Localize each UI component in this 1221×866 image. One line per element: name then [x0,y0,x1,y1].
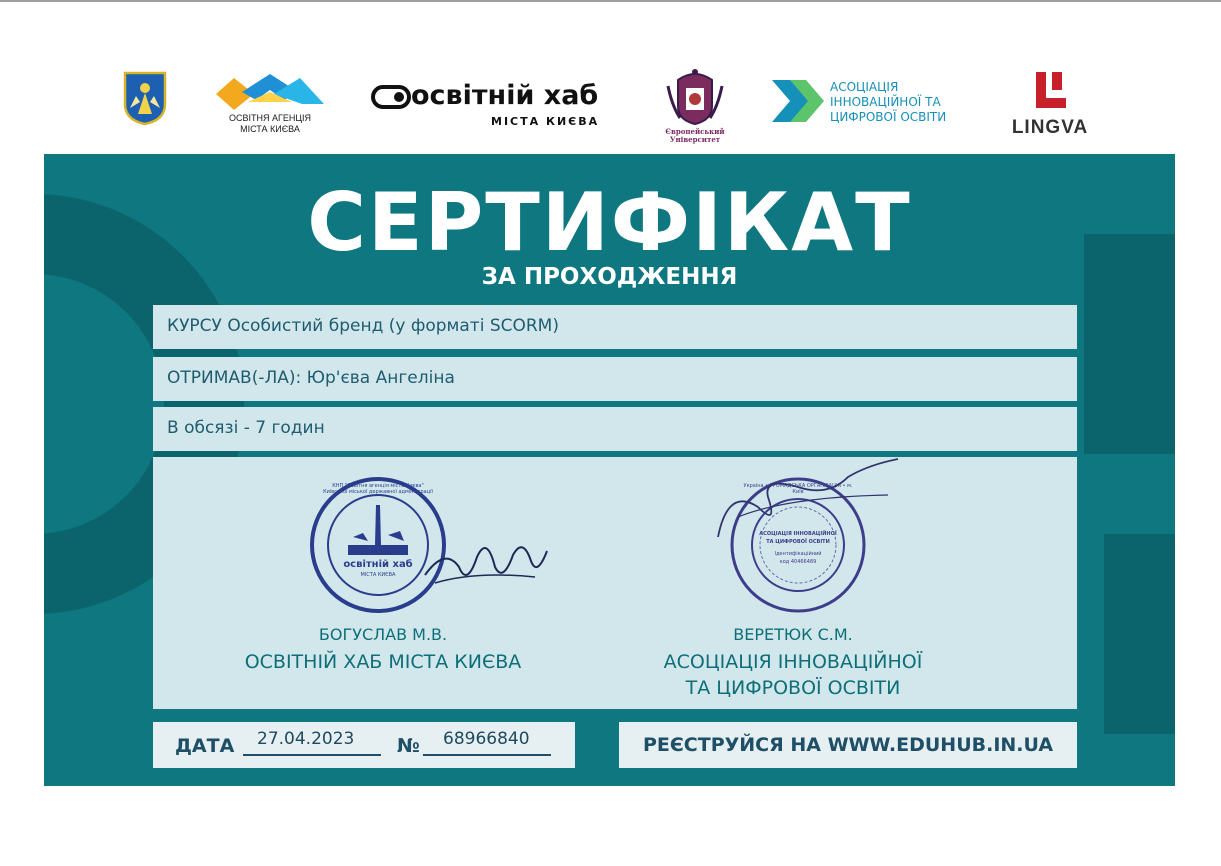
top-border [0,0,1221,2]
right-stamp-center1: АСОЦІАЦІЯ ІННОВАЦІЙНОЇ [759,531,837,537]
kyiv-coat-of-arms-logo [122,70,168,126]
certificate-panel [44,154,1175,786]
agency-logo-line1: ОСВІТНЯ АГЕНЦІЯ [228,113,312,123]
certificate-subtitle: ЗА ПРОХОДЖЕННЯ [481,264,738,290]
right-signature [708,457,908,547]
hub-logo-name: освітній хаб [411,80,599,111]
association-logo [770,78,976,130]
lingva-logo [1006,70,1094,140]
left-signature [415,527,555,597]
hours-text: В обсязі - 7 годин [167,418,325,438]
right-stamp-ring: Україна • ГРОМАДСЬКА ОРГАНІЗАЦІЯ • м. Київ [743,483,853,495]
education-hub-logo [371,80,613,130]
left-stamp-center: освітній хаб [343,559,413,570]
date-label: ДАТА [175,735,235,757]
left-stamp-sub: МІСТА КИЄВА [360,572,396,578]
date-value: 27.04.2023 [257,729,355,749]
university-logo-line1: Європейський [665,127,725,136]
agency-logo-line2: МІСТА КИЄВА [240,124,300,134]
right-stamp-code1: Ідентифікаційний [774,551,822,557]
hub-logo-sub: МІСТА КИЄВА [491,115,600,128]
signatures-box [153,457,1077,709]
recipient-field [153,357,1077,401]
course-field [153,305,1077,349]
left-signer-org: ОСВІТНІЙ ХАБ МІСТА КИЄВА [244,651,522,673]
university-logo-line2: Університет [669,135,721,144]
course-text: КУРСУ Особистий бренд (у форматі SCORM) [167,316,559,336]
right-stamp-code2: код 40466489 [779,559,817,565]
right-signer-name: ВЕРЕТЮК С.М. [733,625,853,644]
right-signer-org-line1: АСОЦІАЦІЯ ІННОВАЦІЙНОЇ [663,651,923,673]
hours-field [153,407,1077,451]
association-logo-line3: ЦИФРОВОЇ ОСВІТИ [830,110,947,124]
certificate-title: СЕРТИФІКАТ [307,176,912,269]
hub-toggle-icon [371,84,411,110]
register-box [619,722,1077,768]
register-text: РЕЄСТРУЙСЯ НА WWW.EDUHUB.IN.UA [642,734,1054,756]
association-logo-line1: АСОЦІАЦІЯ [830,80,899,94]
association-logo-line2: ІННОВАЦІЙНОЇ ТА [830,95,941,109]
date-underline [243,754,381,756]
european-university-logo [664,66,726,144]
right-stamp-center2: ТА ЦИФРОВОЇ ОСВІТИ [766,539,830,545]
right-signer-org-line2: ТА ЦИФРОВОЇ ОСВІТИ [685,677,901,699]
education-agency-logo [214,72,326,136]
date-number-box [153,722,575,768]
left-stamp-ring: КНП "Освітня агенція міста Києва" Київської міської державної адміністрації [323,483,433,495]
left-signer-name: БОГУСЛАВ М.В. [318,625,448,644]
lingva-logo-name: LINGVA [1011,117,1089,138]
number-value: 68966840 [443,729,530,749]
number-underline [423,754,551,756]
recipient-text: ОТРИМАВ(-ЛА): Юр'єва Ангеліна [167,368,455,388]
number-label: № [397,735,420,757]
